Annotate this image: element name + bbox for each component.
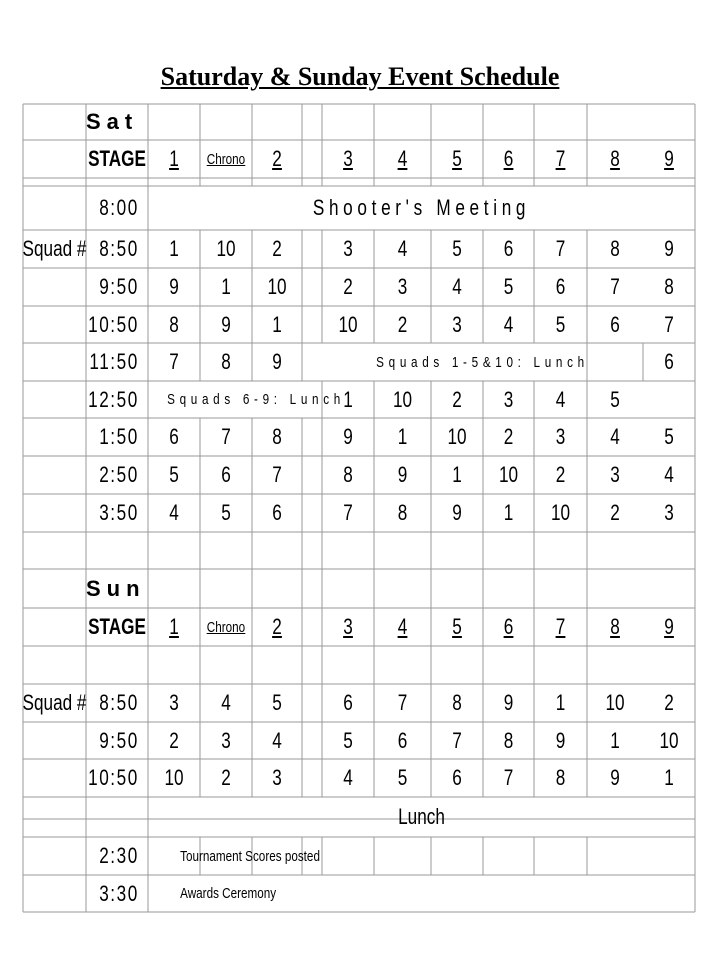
squad-cell-text: 4 [503,311,514,337]
stage-7 [540,608,581,646]
squad-cell-text: 2 [272,236,282,261]
time-cell [93,875,141,912]
squad-cell-text: 10 [605,690,625,715]
squad-cell [380,230,424,268]
time-cell-text: 2:30 [99,843,139,868]
squad-cell [437,230,478,268]
squad-cell [154,494,195,532]
squad-cell-text: 2 [452,386,462,412]
squad-cell [206,306,247,343]
squad-cell [328,759,369,797]
squad-cell [437,268,478,306]
squad-cell [154,230,195,268]
squad-cell [328,268,369,306]
squad-cell-text: 5 [343,727,353,753]
squad-cell [593,418,637,456]
squad-cell-text: 5 [397,765,408,790]
squad-cell [489,230,529,268]
squad-cell-text: 6 [610,311,620,337]
squad-cell-text: 5 [169,462,179,487]
squad-cell [649,418,690,456]
squad-cell [258,268,297,306]
event-text [180,875,408,912]
squad-cell [380,494,424,532]
stage-7-text: 7 [555,146,566,171]
stage-8-text: 8 [610,614,620,639]
stage-9 [649,608,690,646]
squad-cell-text: 5 [221,500,231,525]
squad-cell-text: 9 [272,349,282,374]
time-cell-text: 11:50 [89,349,139,374]
time-cell-text: 12:50 [88,386,139,412]
squad-cell-text: 10 [392,386,413,412]
time-cell [93,456,141,494]
squad-cell [154,759,195,797]
squad-cell-text: 4 [343,765,353,790]
stage-label [88,608,146,646]
squad-cell [258,759,297,797]
time-cell-text: 8:50 [99,236,139,261]
lunch-banner [357,343,607,381]
squad-cell [540,722,581,759]
squad-cell [328,722,369,759]
stage-chrono [206,608,247,646]
squad-cell-text: 4 [452,274,462,299]
squad-cell [380,722,424,759]
squad-cell-text: 8 [664,274,674,299]
squad-cell [258,306,297,343]
squad-cell [649,306,690,343]
lunch-banner-text: Squads 1-5&10: Lunch [376,353,589,371]
stage-9 [649,140,690,178]
squad-cell-text: 3 [664,500,674,525]
time-cell-text: 9:50 [99,274,139,299]
squad-cell [437,684,478,722]
squad-cell [437,722,478,759]
squad-cell [540,381,581,418]
time-cell [88,759,141,797]
squad-cell-text: 3 [610,462,620,487]
squad-cell [380,418,424,456]
shooters-meeting-banner-text: Shooter's Meeting [312,195,531,220]
squad-cell-text: 7 [610,274,620,299]
squad-label-text: Squad # [22,236,87,261]
time-cell-text: 3:30 [99,880,139,906]
squad-cell-text: 3 [555,424,566,449]
event-text [180,837,408,875]
squad-cell [593,684,637,722]
squad-cell [206,418,247,456]
squad-cell-text: 3 [503,386,514,412]
squad-label-text: Squad # [22,690,87,715]
time-cell [93,494,141,532]
squad-cell [649,759,690,797]
stage-6 [489,140,529,178]
squad-cell-text: 6 [452,765,462,790]
squad-cell-text: 8 [452,690,462,715]
stage-2 [258,608,297,646]
squad-cell [649,268,690,306]
squad-cell [593,306,637,343]
squad-cell [540,230,581,268]
squad-cell-text: 3 [221,727,231,753]
stage-4-text: 4 [397,146,408,171]
squad-cell [593,494,637,532]
squad-cell-text: 1 [221,274,231,299]
time-cell-text: 10:50 [88,765,139,790]
squad-cell [206,456,247,494]
stage-1-text: 1 [169,614,179,639]
time-cell [93,186,141,230]
squad-cell [437,381,478,418]
squad-cell-text: 2 [169,727,179,753]
squad-cell [258,456,297,494]
squad-cell [380,684,424,722]
stage-3 [328,608,369,646]
squad-cell-text: 5 [610,386,620,412]
stage-3 [328,140,369,178]
squad-label [22,230,87,268]
sun-day-label-text: Sun [86,575,146,601]
squad-cell [380,306,424,343]
stage-1 [154,140,195,178]
squad-cell-text: 6 [343,690,353,715]
stage-chrono-text: Chrono [206,618,246,636]
stage-3-text: 3 [343,614,353,639]
stage-5 [437,608,478,646]
squad-cell-text: 5 [272,690,282,715]
squad-cell [154,343,195,381]
time-cell [88,381,141,418]
squad-cell [258,343,297,381]
stage-6-text: 6 [503,614,514,639]
squad-cell [489,418,529,456]
stage-9-text: 9 [664,614,674,639]
squad-cell-text: 4 [555,386,566,412]
squad-cell [649,494,690,532]
squad-cell-text: 4 [664,462,674,487]
squad-cell-text: 1 [343,386,353,412]
squad-cell [593,268,637,306]
time-cell-text: 10:50 [88,311,139,337]
squad-cell-text: 2 [343,274,353,299]
squad-cell-text: 8 [343,462,353,487]
squad-cell-text: 8 [272,424,282,449]
squad-cell [540,268,581,306]
squad-cell [489,759,529,797]
squad-cell-text: 6 [272,500,282,525]
time-cell-text: 1:50 [99,424,139,449]
squad-cell [328,684,369,722]
squad-cell [489,268,529,306]
squad-cell [593,381,637,418]
squad-cell [154,418,195,456]
squad-cell [154,456,195,494]
squad-cell [206,268,247,306]
sat-day-label [86,104,148,140]
squad-cell-text: 9 [452,500,462,525]
squad-cell [593,230,637,268]
sat-day-label-text: Sat [86,109,139,134]
squad-cell-text: 1 [169,236,179,261]
stage-chrono-text: Chrono [206,150,246,168]
squad-cell-text: 3 [272,765,282,790]
squad-cell [489,684,529,722]
squad-cell [380,456,424,494]
squad-cell-text: 8 [397,500,408,525]
stage-9-text: 9 [664,146,674,171]
squad-cell [258,230,297,268]
squad-cell-text: 2 [664,690,674,715]
squad-cell-text: 7 [221,424,231,449]
squad-cell [154,306,195,343]
lunch-banner [208,797,635,837]
squad-cell [380,268,424,306]
lunch-banner [167,381,345,418]
squad-cell-text: 3 [343,236,353,261]
squad-cell [206,343,247,381]
squad-cell [649,684,690,722]
squad-cell [258,494,297,532]
squad-cell [258,418,297,456]
stage-5-text: 5 [452,146,462,171]
squad-cell-text: 1 [452,462,462,487]
squad-cell [437,494,478,532]
squad-cell-text: 2 [397,311,408,337]
squad-cell-text: 10 [267,274,287,299]
squad-cell [328,381,369,418]
squad-label [22,684,87,722]
squad-cell-text: 7 [343,500,353,525]
stage-7-text: 7 [555,614,566,639]
squad-cell [154,684,195,722]
squad-cell [328,494,369,532]
squad-cell-text: 6 [664,349,674,374]
squad-cell-text: 1 [397,424,408,449]
squad-cell-text: 8 [610,236,620,261]
squad-cell-text: 4 [272,727,282,753]
squad-cell [489,494,529,532]
squad-cell [489,381,529,418]
time-cell-text: 8:50 [99,690,139,715]
event-text-text: Tournament Scores posted [180,847,320,865]
squad-cell-text: 10 [550,500,571,525]
squad-cell [328,306,369,343]
page-title: Saturday & Sunday Event Schedule [160,62,560,91]
stage-1 [154,608,195,646]
squad-cell-text: 7 [169,349,179,374]
stage-5-text: 5 [452,614,462,639]
time-cell [93,230,141,268]
squad-cell-text: 4 [221,690,231,715]
time-cell-text: 3:50 [99,500,139,525]
event-text-text: Awards Ceremony [180,885,277,902]
stage-8-text: 8 [610,146,620,171]
squad-cell [540,306,581,343]
squad-cell-text: 9 [397,462,408,487]
squad-cell-text: 8 [169,311,179,337]
squad-cell [258,684,297,722]
squad-cell-text: 7 [272,462,282,487]
squad-cell-text: 1 [664,765,674,790]
squad-cell-text: 6 [221,462,231,487]
squad-cell [380,381,424,418]
squad-cell [328,456,369,494]
squad-cell-text: 7 [397,690,408,715]
squad-cell-text: 10 [447,424,467,449]
squad-cell [380,759,424,797]
squad-cell [206,494,247,532]
squad-cell-text: 10 [164,765,184,790]
squad-cell-text: 4 [169,500,179,525]
squad-cell-text: 9 [664,236,674,261]
squad-cell [540,684,581,722]
squad-cell [258,722,297,759]
squad-cell [489,456,529,494]
squad-cell [328,230,369,268]
squad-cell-text: 4 [397,236,408,261]
time-cell [93,268,141,306]
stage-6-text: 6 [503,146,514,171]
squad-cell-text: 1 [272,311,282,337]
stage-2-text: 2 [272,614,282,639]
squad-cell-text: 2 [221,765,231,790]
time-cell [88,306,141,343]
squad-cell [593,759,637,797]
stage-2 [258,140,297,178]
squad-cell [206,684,247,722]
stage-4-text: 4 [397,614,408,639]
stage-2-text: 2 [272,146,282,171]
squad-cell-text: 8 [555,765,566,790]
squad-cell-text: 7 [664,311,674,337]
squad-cell [540,418,581,456]
squad-cell [437,418,478,456]
squad-cell [489,306,529,343]
squad-cell-text: 10 [216,236,236,261]
squad-cell [206,230,247,268]
squad-cell-text: 10 [659,727,679,753]
stage-3-text: 3 [343,146,353,171]
squad-cell-text: 2 [610,500,620,525]
squad-cell-text: 6 [503,236,514,261]
squad-cell [649,343,690,381]
squad-cell-text: 5 [452,236,462,261]
shooters-meeting-banner [208,186,635,230]
squad-cell-text: 4 [610,424,620,449]
lunch-banner-text: Squads 6-9: Lunch [167,391,345,408]
stage-8 [593,140,637,178]
squad-cell-text: 2 [503,424,514,449]
squad-cell [540,494,581,532]
squad-cell-text: 9 [169,274,179,299]
squad-cell-text: 3 [397,274,408,299]
squad-cell-text: 5 [555,311,566,337]
squad-cell [649,456,690,494]
time-cell-text: 2:50 [99,462,139,487]
squad-cell-text: 7 [452,727,462,753]
squad-cell-text: 1 [555,690,566,715]
squad-cell [649,230,690,268]
squad-cell [540,456,581,494]
squad-cell-text: 7 [555,236,566,261]
squad-cell [540,759,581,797]
squad-cell-text: 9 [503,690,514,715]
squad-cell-text: 8 [503,727,514,753]
time-cell [93,418,141,456]
squad-cell-text: 5 [503,274,514,299]
time-cell [93,837,141,875]
time-cell-text: 8:00 [99,195,139,220]
squad-cell [593,456,637,494]
squad-cell-text: 9 [555,727,566,753]
squad-cell-text: 2 [555,462,566,487]
squad-cell [649,722,690,759]
squad-cell [437,306,478,343]
stage-5 [437,140,478,178]
stage-6 [489,608,529,646]
squad-cell-text: 9 [610,765,620,790]
squad-cell [489,722,529,759]
stage-label-text: STAGE [88,146,146,171]
squad-cell-text: 6 [397,727,408,753]
squad-cell-text: 3 [169,690,179,715]
squad-cell-text: 3 [452,311,462,337]
squad-cell [206,722,247,759]
squad-cell-text: 6 [555,274,566,299]
squad-cell [206,759,247,797]
squad-cell [328,418,369,456]
sun-day-label [86,569,148,608]
time-cell [89,343,141,381]
squad-cell-text: 6 [169,424,179,449]
squad-cell-text: 7 [503,765,514,790]
stage-1-text: 1 [169,146,179,171]
stage-label-text: STAGE [88,614,146,639]
time-cell [93,722,141,759]
squad-cell [437,456,478,494]
stage-8 [593,608,637,646]
squad-cell-text: 8 [221,349,231,374]
time-cell-text: 9:50 [99,727,139,753]
squad-cell-text: 10 [338,311,358,337]
stage-4 [380,140,424,178]
squad-cell-text: 10 [498,462,519,487]
time-cell [93,684,141,722]
squad-cell-text: 5 [664,424,674,449]
squad-cell-text: 1 [503,500,514,525]
stage-7 [540,140,581,178]
squad-cell [437,759,478,797]
stage-label [88,140,146,178]
squad-cell-text: 9 [343,424,353,449]
squad-cell [154,722,195,759]
stage-chrono [206,140,247,178]
squad-cell-text: 1 [610,727,620,753]
squad-cell-text: 9 [221,311,231,337]
stage-4 [380,608,424,646]
lunch-banner-text: Lunch [398,804,445,829]
squad-cell [154,268,195,306]
squad-cell [593,722,637,759]
